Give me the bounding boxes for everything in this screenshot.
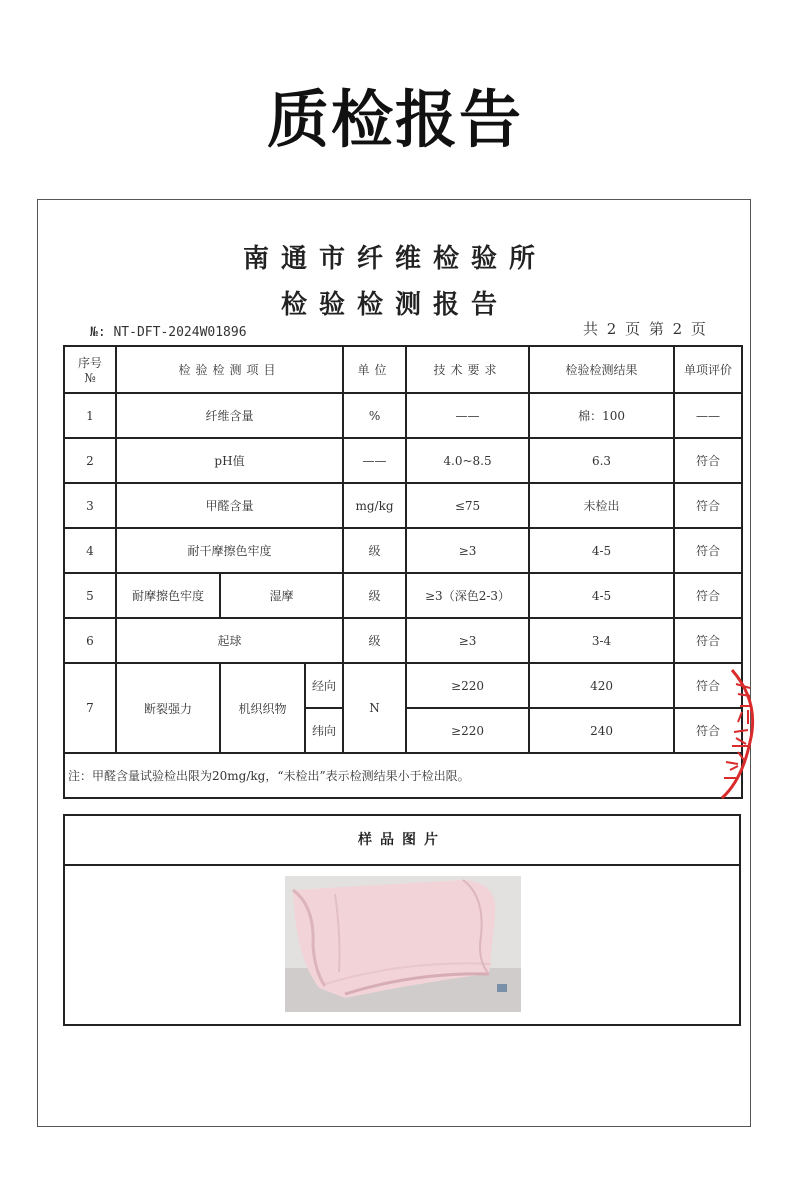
row-result: 4-5 [529,528,674,573]
fabric-image [285,876,521,1012]
page-title: 质检报告 [266,83,523,156]
header-seq: 序号 № [64,346,116,393]
row-evaluation: —— [674,393,742,438]
row-unit: % [343,393,406,438]
row-seq: 6 [64,618,116,663]
sample-title: 样品图片 [65,816,739,866]
header-evaluation: 单项评价 [674,346,742,393]
row-item: 耐干摩擦色牢度 [116,528,343,573]
row-item: 纤维含量 [116,393,343,438]
sample-photo [285,876,521,1012]
row-result: 4-5 [529,573,674,618]
row-evaluation: 符合 [674,528,742,573]
row-seq: 2 [64,438,116,483]
row-direction: 经向 [305,663,343,708]
row-result: 未检出 [529,483,674,528]
row-requirement: ≥220 [406,708,529,753]
row-item: 甲醛含量 [116,483,343,528]
row-requirement: 4.0~8.5 [406,438,529,483]
org-name: 南通市纤维检验所 [242,244,547,274]
header-item: 检验检测项目 [116,346,343,393]
inspection-seal [712,662,790,802]
report-number: №: NT-DFT-2024W01896 [90,325,247,340]
table-row [64,438,742,483]
row-direction: 纬向 [305,708,343,753]
row-requirement: ≥220 [406,663,529,708]
row-item: pH值 [116,438,343,483]
page-count: 共 2 页 第 2 页 [583,320,708,338]
seal-icon [712,662,790,802]
row-unit: 级 [343,528,406,573]
row-evaluation: 符合 [674,663,742,708]
row-unit: 级 [343,573,406,618]
sample-section [63,814,741,1026]
table-note-row [64,753,742,798]
row-result: 420 [529,663,674,708]
row-seq: 7 [64,663,116,753]
row-seq: 3 [64,483,116,528]
row-evaluation: 符合 [674,573,742,618]
table-row [64,618,742,663]
row-requirement: ≥3 [406,528,529,573]
row-unit: mg/kg [343,483,406,528]
row-unit: 级 [343,618,406,663]
table-row [64,528,742,573]
row-unit: N [343,663,406,753]
row-item: 断裂强力 [116,663,220,753]
header-requirement: 技术要求 [406,346,529,393]
row-result: 240 [529,708,674,753]
table-row [64,573,742,618]
row-item: 耐摩擦色牢度 [116,573,220,618]
row-unit: —— [343,438,406,483]
row-result: 3-4 [529,618,674,663]
results-table [63,345,743,799]
table-note: 注：甲醛含量试验检出限为20mg/kg，“未检出”表示检测结果小于检出限。 [64,753,742,798]
row-sub-item: 机织织物 [220,663,305,753]
row-requirement: ≤75 [406,483,529,528]
row-item: 起球 [116,618,343,663]
header-unit: 单位 [343,346,406,393]
row-requirement: ≥3（深色2-3） [406,573,529,618]
table-row [64,483,742,528]
table-row [64,393,742,438]
row-requirement: ≥3 [406,618,529,663]
table-header-row [64,346,742,393]
row-evaluation: 符合 [674,708,742,753]
row-evaluation: 符合 [674,438,742,483]
row-seq: 5 [64,573,116,618]
row-result: 棉：100 [529,393,674,438]
row-evaluation: 符合 [674,483,742,528]
row-sub-item: 湿摩 [220,573,343,618]
row-evaluation: 符合 [674,618,742,663]
table-row [64,663,742,708]
header-result: 检验检测结果 [529,346,674,393]
report-type: 检验检测报告 [280,290,509,320]
row-seq: 4 [64,528,116,573]
row-requirement: —— [406,393,529,438]
row-seq: 1 [64,393,116,438]
row-result: 6.3 [529,438,674,483]
